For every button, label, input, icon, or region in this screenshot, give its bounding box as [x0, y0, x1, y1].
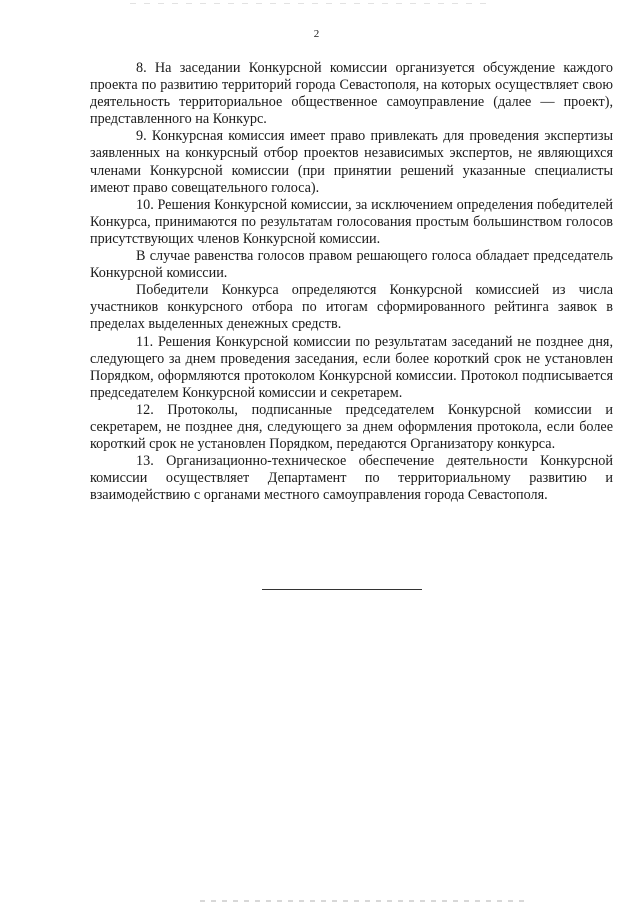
scan-artifact-top — [130, 3, 490, 4]
paragraph-12: 12. Протоколы, подписанные председателем Конкурсной комиссии и секретарем, не позднее дня, следующего за днем оформления протокола, если более короткий срок не установлен Порядком, передаются Организатору конкурса. — [90, 401, 613, 453]
paragraph-winners: Победители Конкурса определяются Конкурсной комиссией из числа участников конкурсного отбора по итогам сформированного рейтинга заявок в пределах выделенных денежных средств. — [90, 282, 613, 333]
paragraph-13: 13. Организационно-техническое обеспечение деятельности Конкурсной комиссии осуществляет Департамент по территориальному развитию и взаимодействию с органами местного самоуправления города Севастополя. — [90, 453, 613, 504]
scan-artifact-bottom — [200, 900, 530, 902]
paragraph-9: 9. Конкурсная комиссия имеет право привлекать для проведения экспертизы заявленных на конкурсный отбор проектов независимых экспертов, не являющихся членами Конкурсной комиссии (при принятии решений указанные специалисты имеют право совещательного голоса). — [90, 128, 613, 196]
paragraph-8: 8. На заседании Конкурсной комиссии организуется обсуждение каждого проекта по развитию территорий города Севастополя, на которых осуществляет свою деятельность территориальное общественное самоуправление (далее — проект), представленного на Конкурс. — [90, 60, 613, 128]
page-number: 2 — [313, 28, 320, 40]
document-body — [90, 60, 613, 504]
paragraph-tie-vote: В случае равенства голосов правом решающего голоса обладает председатель Конкурсной комиссии. — [90, 248, 613, 282]
paragraph-10: 10. Решения Конкурсной комиссии, за исключением определения победителей Конкурса, принимаются по результатам голосования простым большинством голосов присутствующих членов Конкурсной комиссии. — [90, 196, 613, 247]
paragraph-11: 11. Решения Конкурсной комиссии по результатам заседаний не позднее дня, следующего за днем проведения заседания, если более короткий срок не установлен Порядком, оформляются протоколом Конкурсной комиссии. Протокол подписывается председателем Конкурсной комиссии и секретарем. — [90, 333, 613, 401]
closing-divider-line — [262, 589, 422, 590]
